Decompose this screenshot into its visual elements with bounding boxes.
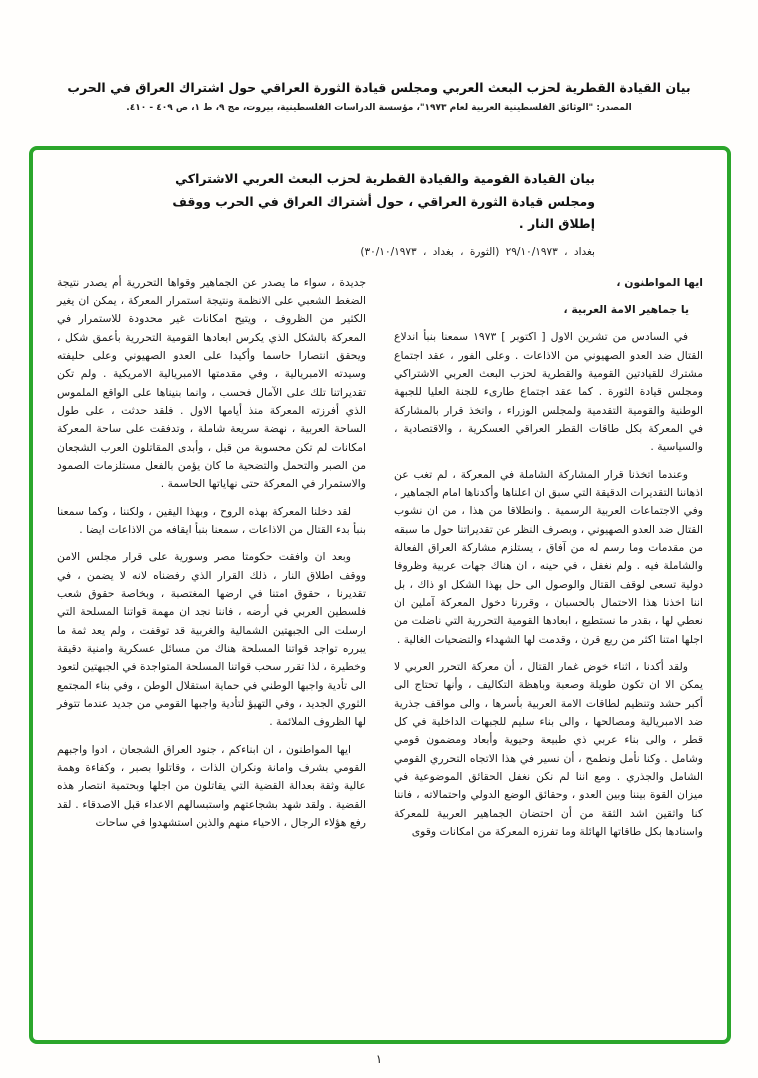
statement-title: بيان القيادة القومية والقيادة القطرية لحزب البعث العربي الاشتراكي ومجلس قيادة الثورة العراقي ، حول أشتراك العراق في الحرب ووقف إطلاق النار . <box>172 171 595 231</box>
paragraph: وبعد ان وافقت حكومتا مصر وسورية على قرار مجلس الامن ووقف اطلاق النار ، ذلك القرار الذي رفضناه لانه لا يضمن ، في تقديرنا ، حقوق امتنا في ارضها المغتصبة ، وبخاصة حقوق شعب فلسطين العربي في أرضه ، فاننا نجد ان مهمة قواتنا المسلحة التي ارسلت الى الجبهتين الشمالية والغربية قد توقفت ، ولم يعد ثمة ما يبرره تواجد قواتنا المسلحة هناك من مسائل عسكرية وامنية دقيقة وخطيرة ، لذا تقرر سحب قواتنا المسلحة المتواجدة في الجبهتين لتعود الى تأدية واجبها الوطني في حماية استقلال الوطن ، وفي بناء المجتمع الثوري الجديد ، وفي التهيؤ لتأدية واجبها القومي من جديد عندما تتوفر لها الظروف الملائمة . <box>57 550 366 729</box>
paragraph: لقد دخلنا المعركة بهذه الروح ، وبهذا اليقين ، ولكننا ، وكما سمعنا بنبأ بدء القتال من الاذاعات ، سمعنا بنبأ ايقافه من الاذاعات ايضا . <box>57 504 366 536</box>
document-heading: بيان القيادة القطرية لحزب البعث العربي ومجلس قيادة الثورة العراقي حول اشتراك العراق في الحرب <box>67 80 691 95</box>
statement-header <box>165 168 595 258</box>
page-header <box>0 0 758 113</box>
page-number: ١ <box>375 1052 383 1066</box>
paragraph: ولقد أكدنا ، اثناء خوض غمار القتال ، أن معركة التحرر العربي لا يمكن الا ان تكون طويلة وصعبة وباهظة التكاليف ، وأنها تحتاج الى أكبر حشد وتنظيم لطاقات الامة العربية بأسرها ، والى مواقف جذرية ضد الامبريالية ومصالحها ، والى بناء سليم للجبهات الداخلية في كل قطر ، والى بناء عربي ذي طبيعة وحيوية وأبعاد ومضمون قومي وشامل . وكنا نأمل ونطمح ، أن نسير في هذا الاتجاه التحرري القومي الشامل والجذري . ومع اننا لم نكن نغفل الحقائق الموضوعية في ميزان القوة بيننا وبين العدو ، وحقائق الوضع الدولي واحتمالاته ، فاننا كنا واثقين اشد الثقة من أن احتضان الجماهير العربية للمعركة واسنادها بكل طاقاتها الهائلة وما تفرزه المعركة من امكانات وقوى <box>394 660 703 839</box>
paragraph: في السادس من تشرين الاول [ اكتوبر ] ١٩٧٣ سمعنا بنبأ اندلاع القتال ضد العدو الصهيوني من الاذاعات . وعلى الفور ، عقد اجتماع مشترك للقيادتين القومية والقطرية لحزب البعث العربي الاشتراكي ومجلس قيادة الثورة . كما عقد اجتماع طارىء للجنة العليا للجبهة الوطنية والقومية التقدمية ولمجلس الوزراء ، واتخذ قرار بالمشاركة في المعركة بكل طاقات القطر العراقي العسكرية ، والاقتصادية ، والسياسية . <box>394 330 703 454</box>
right-column <box>394 274 703 851</box>
left-column <box>57 274 366 851</box>
salutation-citizens: ايها المواطنون ، <box>616 275 703 289</box>
paragraph: جديدة ، سواء ما يصدر عن الجماهير وقواها التحررية أم يصدر نتيجة الضغط الشعبي على الانظمة ونتيجة استمرار المعركة ، يمكن ان يغير الكثير من الظروف ، ويتيح امكانات غير محدودة للاستمرار في المعركة بالشكل الذي يكرس ابعادها القومية التحررية بأعمق شكل ، ويحقق انتصارا حاسما وأكيدا على العدو الصهيوني وعلى حليفته وسيدته الامبريالية ، وفي مقدمتها الامبريالية الامريكية . ولم تكن تقديراتنا تلك على الآمال فحسب ، وانما بنيناها على الواقع الملموس الذي أفرزته المعركة منذ أيامها الاول . فلقد حدثت ، على طول الساحة العربية ، نهضة سريعة شاملة ، وتدفقت على ساحة المعركة امكانات لم تكن محسوبة من قبل ، وأبدى المقاتلون العرب الشجعان من الصبر والتحمل والتضحية ما كان يؤمن بالفعل مستلزمات الصمود والاستمرار في المعركة حتى نهاياتها الحاسمة . <box>57 275 366 491</box>
paragraph: ايها المواطنون ، ان ابناءكم ، جنود العراق الشجعان ، ادوا واجبهم القومي بشرف وامانة ونكران الذات ، وقاتلوا بصبر ، وكفاءة وهمة عالية وثقة بعدالة القضية التي يقاتلون من اجلها وبحتمية انتصار هذه القضية . ولقد شهد بشجاعتهم واستبسالهم الاعداء قبل الاصدقاء . لقد رفع هؤلاء الرجال ، الاحياء منهم والذين استشهدوا في ساحات <box>57 742 366 830</box>
source-citation: المصدر: "الوثائق الفلسطينية العربية لعام ١٩٧٣"، مؤسسة الدراسات الفلسطينية، بيروت، مج ٩، ط ١، ص ٤٠٩ - ٤١٠. <box>126 103 632 113</box>
paragraph: وعندما اتخذنا قرار المشاركة الشاملة في المعركة ، لم تغب عن اذهاننا التقديرات الدقيقة التي سبق ان اعلناها وأكدناها امام الجماهير ، وفي الاجتماعات العربية الرسمية . وانطلاقا من هذا ، من ان نشوب القتال ضد العدو الصهيوني ، وبصرف النظر عن تقديراتنا حول ما سبقه من مقدمات وما رسم له من آفاق ، يستلزم مشاركة العراق الفعالة والشاملة فيه . ولم نغفل ، في حينه ، ان هناك جهات عربية وظروفا دولية تسعى لوقف القتال والوصول الى حل بهذا الشكل او ذاك ، بل اننا اخذنا هذا الاحتمال بالحسبان ، وقررنا دخول المعركة آملين ان نعطي لها ، بقدر ما نستطيع ، ابعادها القومية التحررية التي ناضلت من اجلها امتنا اكثر من ربع قرن ، وقدمت لها الشهداء والتضحيات الغالية . <box>394 467 703 646</box>
salutation-arab-nation: يا جماهير الامة العربية ، <box>563 302 689 316</box>
document-frame <box>29 146 731 1044</box>
text-columns <box>57 274 703 851</box>
statement-dateline: بغداد ، ٢٩/١٠/١٩٧٣ (الثورة ، بغداد ، ٣٠/١٠/١٩٧٣) <box>360 245 595 258</box>
